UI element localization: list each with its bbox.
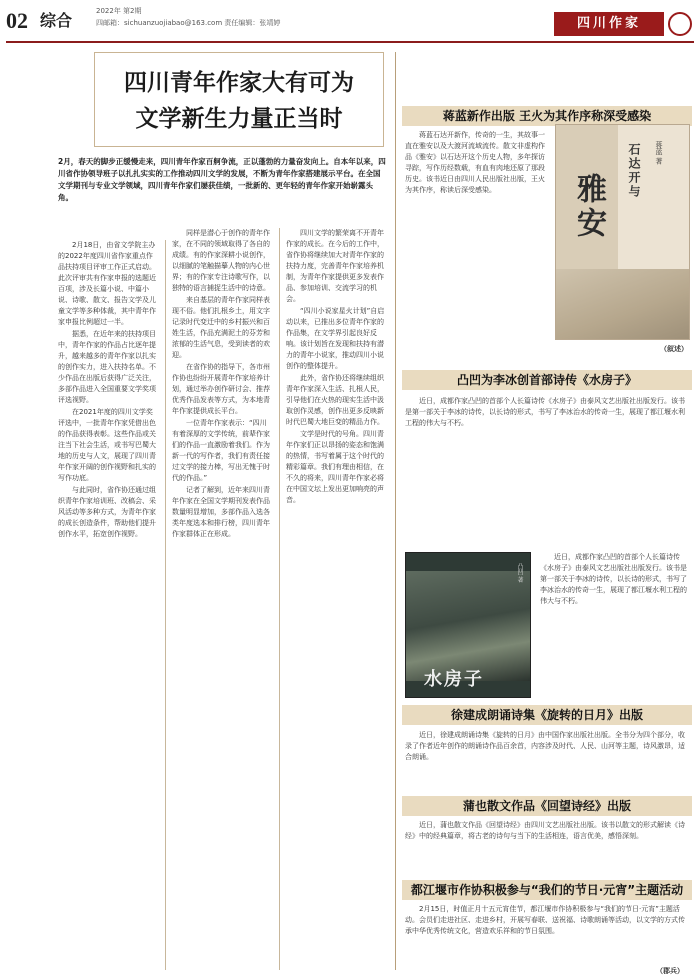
- story-text: 2月15日，时值正月十五元宵佳节，都江堰市作协积极参与“我们的节日·元宵”主题活动。会员们走进社区、走进乡村，开展写春联、送祝福、诗歌朗诵等活动，以文学的方式传承中华优秀传统文化，营造欢乐祥和的节日氛围。: [405, 905, 685, 935]
- article-column-2: [172, 228, 272, 970]
- story-body: [405, 730, 690, 788]
- article-paragraph: 一位青年作家表示：“四川有着深厚的文学传统，前辈作家们的作品一直激励着我们。作为新一代的写作者，我们有责任接过文学的接力棒，写出无愧于时代的作品。”: [172, 419, 270, 482]
- article-paragraph: 记者了解到，近年来四川青年作家在全国文学期刊发表作品数量明显增加，多部作品入选各类年度选本和排行榜，四川青年作家群体正在形成。: [172, 486, 270, 538]
- page-number: 02: [6, 8, 28, 33]
- section-name: 综合: [40, 11, 73, 30]
- article-column-1: [58, 240, 158, 970]
- article-paragraph: “四川小说家星火计划”自启动以来，已推出多位青年作家的作品集，在文学界引起良好反响。该计划旨在发现和扶持有潜力的青年小说家，推动四川小说创作的整体提升。: [286, 307, 385, 370]
- page-header: [0, 0, 700, 44]
- article-paragraph: 据悉，在近年来的扶持项目中，青年作家的作品占比逐年提升，越来越多的青年作家以扎实的创作实力，进入扶持名单。不少作品在出版后获得广泛关注，多部作品进入全国重要文学奖项评选视野。: [58, 330, 156, 404]
- article-paragraph: 四川文学的繁荣离不开青年作家的成长。在今后的工作中，省作协将继续加大对青年作家的扶持力度，完善青年作家培养机制，为青年作家提供更多发表作品、参加培训、交流学习的机会。: [286, 229, 384, 303]
- article-paragraph: 此外，省作协还将继续组织青年作家深入生活、扎根人民，引导他们在火热的现实生活中汲取创作灵感，创作出更多反映新时代巴蜀大地巨变的精品力作。: [286, 374, 384, 426]
- article-paragraph: 文学是时代的号角。四川青年作家们正以昂扬的姿态和饱满的热情，书写着属于这个时代的精彩篇章。我们有理由相信，在不久的将来，四川青年作家必将在中国文坛上发出更加响亮的声音。: [286, 430, 384, 504]
- book-cover-subtitle: 石达开与: [627, 143, 641, 199]
- story-body: [405, 130, 550, 340]
- column-divider: [165, 240, 166, 970]
- header-divider: [6, 41, 694, 43]
- book-cover-image: [405, 552, 531, 698]
- book-cover-author: 凸凹 著: [516, 563, 523, 583]
- story-title: 凸凹为李冰创首部诗传《水房子》: [402, 370, 692, 390]
- article-paragraph: 同样是潜心于创作的青年作家，在不同的领域取得了各自的成绩。有的作家深耕小说创作，以细腻的笔触描摹人物的内心世界；有的作家专注诗歌写作，以独特的语言捕捉生活中的诗意。: [172, 229, 270, 292]
- headline-line-2: 文学新生力量正当时: [135, 106, 343, 132]
- headline-line-1: 四川青年作家大有可为: [124, 70, 354, 96]
- editor-line: 四邮箱：sichuanzuojiabao@163.com 责任编辑：张靖婷: [96, 19, 281, 27]
- story-title: 蒲也散文作品《回望诗经》出版: [402, 796, 692, 816]
- article-paragraph: 2月18日，由省文学院主办的2022年度四川省作家重点作品扶持项目评审工作正式启动。此次评审共有作家申报的选题近百项，涉及长篇小说、中篇小说、诗歌、散文、报告文学及儿童文学等多种体裁，其中青年作家申报比例超过一半。: [58, 241, 156, 326]
- column-divider: [279, 228, 280, 970]
- story-body: [405, 396, 690, 546]
- book-cover-title: 雅安: [572, 173, 605, 241]
- article-paragraph: 在2021年度的四川文学奖评选中，一批青年作家凭借出色的作品获得表彰。这些作品或关注当下社会生活，或书写巴蜀大地的历史与人文，展现了四川青年作家开阔的创作视野和扎实的写作功底。: [58, 408, 156, 482]
- story-text-continued: 近日，成都作家凸凹的首部个人长篇诗传《水房子》由泰风文艺出版社出版发行。该书是第一部关于李冰的诗传，以长诗的形式，书写了李冰治水的传奇一生，展现了都江堰水利工程的伟大与不朽。: [540, 553, 687, 605]
- byline: （郡兵）: [656, 967, 684, 975]
- article-column-3: [286, 228, 386, 970]
- lead-paragraph: 2月，春天的脚步正缓慢走来，四川青年作家百舸争流，正以蓬勃的力量奋发向上。自本年以来，四川省作协领导班子以扎扎实实的工作推动四川文学的发展，不断为青年作家搭建展示平台。在全国文学期刊与专业文学领域，四川青年作家们屡获佳绩，一批新的、更年轻的青年作家开始崭露头角。: [58, 157, 386, 202]
- brand-seal-icon: [668, 12, 692, 36]
- story-title: 都江堰市作协积极参与“我们的节日·元宵”主题活动: [402, 880, 692, 900]
- article-paragraph: 在省作协的指导下，各市州作协也纷纷开展青年作家培养计划，通过举办创作研讨会、推荐优秀作品发表等方式，为本地青年作家提供成长平台。: [172, 363, 270, 415]
- story-text: 近日，成都作家凸凹的首部个人长篇诗传《水房子》由泰风文艺出版社出版发行。该书是第一部关于李冰的诗传，以长诗的形式，书写了李冰治水的传奇一生，展现了都江堰水利工程的伟大与不朽。: [405, 397, 685, 427]
- book-cover-title: 水房子: [424, 669, 484, 689]
- story-title: 蒋蓝新作出版 王火为其作序称深受感染: [402, 106, 692, 126]
- article-paragraph: 与此同时，省作协还通过组织青年作家培训班、改稿会、采风活动等多种方式，为青年作家的成长创造条件，帮助他们提升创作水平，拓宽创作视野。: [58, 486, 156, 538]
- issue-date: 2022年 第2期: [96, 7, 142, 15]
- story-body: [405, 820, 690, 868]
- brand-logo: 四川作家: [554, 12, 664, 36]
- story-text: 蒋蓝石达开新作，传奇的一生，其故事一直在雅安以及大渡河流域流传。散文非虚构作品《雅安》以石达开这个历史人物，多年探访寻踪，写作历经数载，有血有肉地还原了那段历史。该书近日由四川人民出版社出版，王火为其作序，称读后深受感染。: [405, 131, 545, 194]
- mountain-illustration: [556, 269, 689, 339]
- story-title: 徐建成朗诵诗集《旋转的日月》出版: [402, 705, 692, 725]
- section-divider: [395, 52, 396, 970]
- story-text: 近日，徐建成朗诵诗集《旋转的日月》由中国作家出版社出版。全书分为四个部分，收录了作者近年创作的朗诵诗作品百余首，内容涉及时代、人民、山河等主题，诗风激昂，适合朗诵。: [405, 731, 685, 761]
- byline: （叙述）: [660, 345, 688, 353]
- article-paragraph: 来自基层的青年作家同样表现不俗。他们扎根乡土，用文字记录时代变迁中的乡村振兴和百姓生活，作品充满泥土的芬芳和浓郁的生活气息，受到读者的欢迎。: [172, 296, 270, 359]
- story-body-continued: [540, 552, 690, 698]
- book-cover-image: [555, 124, 690, 340]
- story-body: [405, 904, 690, 966]
- book-cover-author: 蒋蓝 著: [655, 141, 663, 165]
- story-text: 近日，蒲也散文作品《回望诗经》由四川文艺出版社出版。该书以散文的形式解读《诗经》中的经典篇章，将古老的诗句与当下的生活相连，语言优美，感悟深刻。: [405, 821, 685, 840]
